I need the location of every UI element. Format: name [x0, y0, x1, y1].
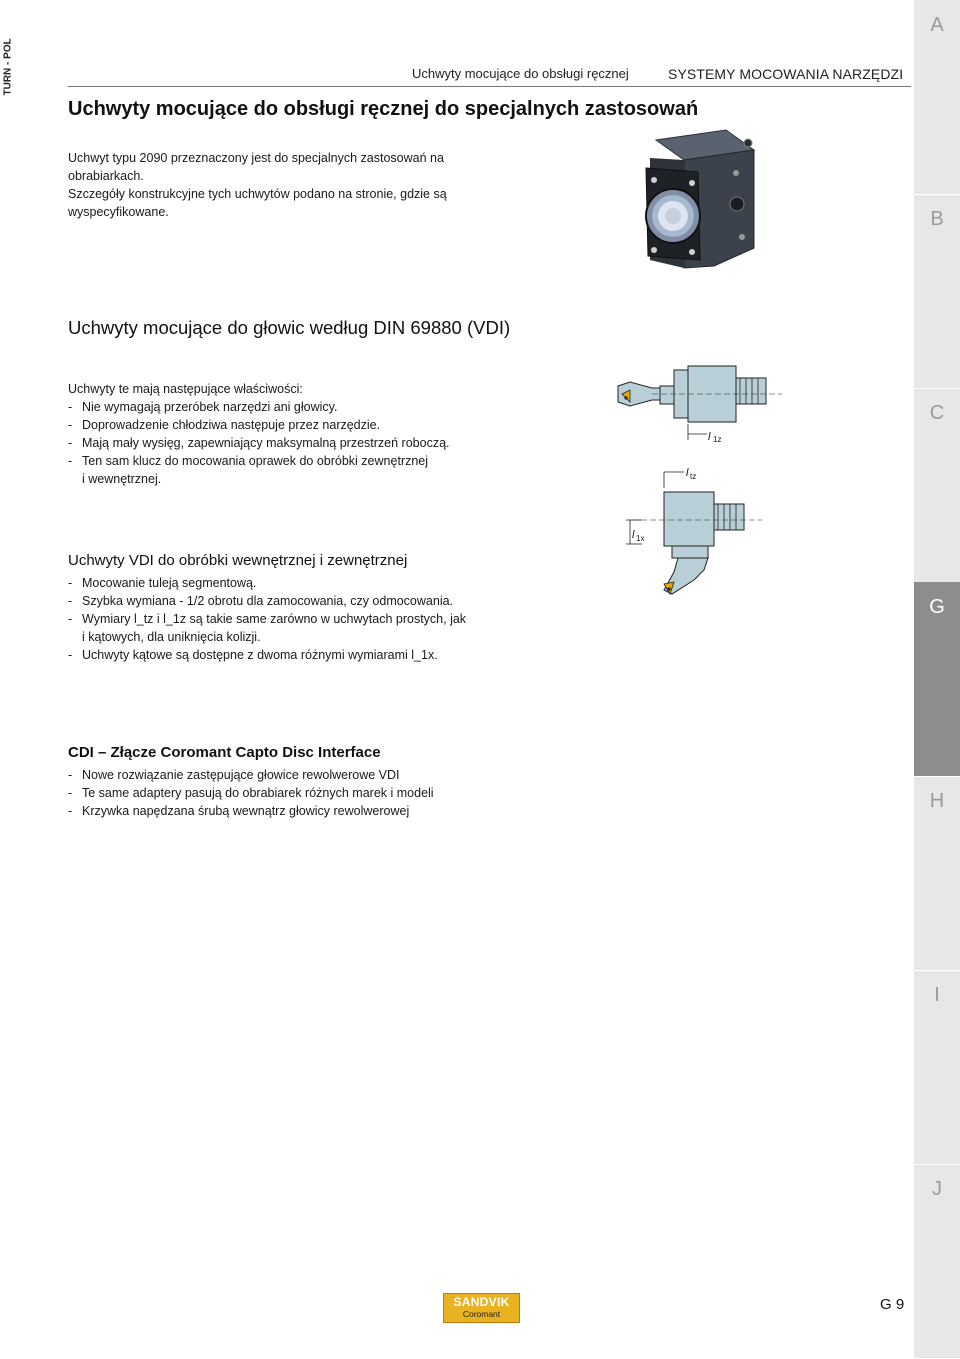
logo-line1: SANDVIK — [453, 1295, 510, 1309]
side-tag: TURN - POL — [2, 38, 14, 96]
header-rule — [68, 86, 911, 87]
list-item: - Wymiary l_tz i l_1z są takie same zarówno w uchwytach prostych, jak — [68, 610, 528, 628]
list-item: - Doprowadzenie chłodziwa następuje przez narzędzie. — [68, 416, 508, 434]
list-item-continuation — [68, 470, 508, 488]
list-item: - Te same adaptery pasują do obrabiarek różnych marek i modeli — [68, 784, 528, 802]
label-l1z: l — [708, 431, 711, 443]
tab-c[interactable] — [914, 388, 960, 583]
page-number: G 9 — [880, 1296, 905, 1313]
tab-i[interactable] — [914, 970, 960, 1165]
list-item: - Nie wymagają przeróbek narzędzi ani głowicy. — [68, 398, 508, 416]
logo-line2: Coromant — [462, 1309, 501, 1319]
tab-label: I — [934, 984, 940, 1006]
list-item: - Ten sam klucz do mocowania oprawek do obróbki zewnętrznej — [68, 452, 508, 470]
intro-line: Szczegóły konstrukcyjne tych uchwytów podano na stronie, gdzie są — [68, 187, 447, 201]
label-l1z-sub: 1z — [713, 435, 722, 444]
list-item: - Mają mały wysięg, zapewniający maksymalną przestrzeń roboczą. — [68, 434, 508, 452]
section-vdi-heading: Uchwyty mocujące do głowic według DIN 69880 (VDI) — [68, 317, 511, 338]
list-item-text: i wewnętrznej. — [82, 472, 162, 486]
list-item: - Krzywka napędzana śrubą wewnątrz głowicy rewolwerowej — [68, 802, 528, 820]
list-item: - Mocowanie tuleją segmentową. — [68, 574, 528, 592]
tab-a[interactable] — [914, 0, 960, 195]
intro-paragraph — [68, 149, 488, 221]
tab-label: J — [932, 1178, 942, 1200]
tab-label: B — [930, 208, 944, 230]
header-category: SYSTEMY MOCOWANIA NARZĘDZI — [668, 66, 904, 82]
section-inout-heading: Uchwyty VDI do obróbki wewnętrznej i zewnętrznej — [68, 552, 408, 569]
list-item: - Uchwyty kątowe są dostępne z dwoma różnymi wymiarami l_1x. — [68, 646, 528, 664]
tab-label: H — [929, 790, 945, 812]
label-ltz-sub: tz — [690, 472, 697, 481]
tool-holder-image — [636, 128, 776, 273]
tab-j[interactable] — [914, 1164, 960, 1359]
section-cdi-heading: CDI – Złącze Coromant Capto Disc Interface — [68, 744, 381, 761]
section-vdi-lead: Uchwyty te mają następujące właściwości: — [68, 382, 303, 396]
intro-line: Uchwyt typu 2090 przeznaczony jest do specjalnych zastosowań na — [68, 151, 444, 165]
intro-line: wyspecyfikowane. — [68, 205, 169, 219]
page-title: Uchwyty mocujące do obsługi ręcznej do specjalnych zastosowań — [68, 98, 699, 120]
tab-b[interactable] — [914, 194, 960, 389]
label-ltz: l — [686, 467, 689, 479]
tab-g[interactable] — [914, 582, 960, 777]
tab-h[interactable] — [914, 776, 960, 971]
holder-dimension-diagram — [612, 358, 802, 610]
sandvik-logo — [443, 1293, 520, 1323]
tab-label: A — [930, 14, 944, 36]
label-l1x: l — [632, 529, 635, 541]
section-vdi-list — [68, 398, 508, 488]
section-cdi-list — [68, 766, 528, 820]
list-item: - Szybka wymiana - 1/2 obrotu dla zamocowania, czy odmocowania. — [68, 592, 528, 610]
list-item: - Nowe rozwiązanie zastępujące głowice rewolwerowe VDI — [68, 766, 528, 784]
tab-label: G — [929, 596, 945, 618]
header-section: Uchwyty mocujące do obsługi ręcznej — [412, 66, 629, 81]
list-item-continuation: i kątowych, dla uniknięcia kolizji. — [82, 630, 261, 644]
intro-line: obrabiarkach. — [68, 169, 144, 183]
section-inout-list — [68, 574, 528, 664]
chapter-tabs — [914, 0, 960, 1358]
label-l1x-sub: 1x — [636, 534, 645, 543]
tab-label: C — [929, 402, 945, 424]
